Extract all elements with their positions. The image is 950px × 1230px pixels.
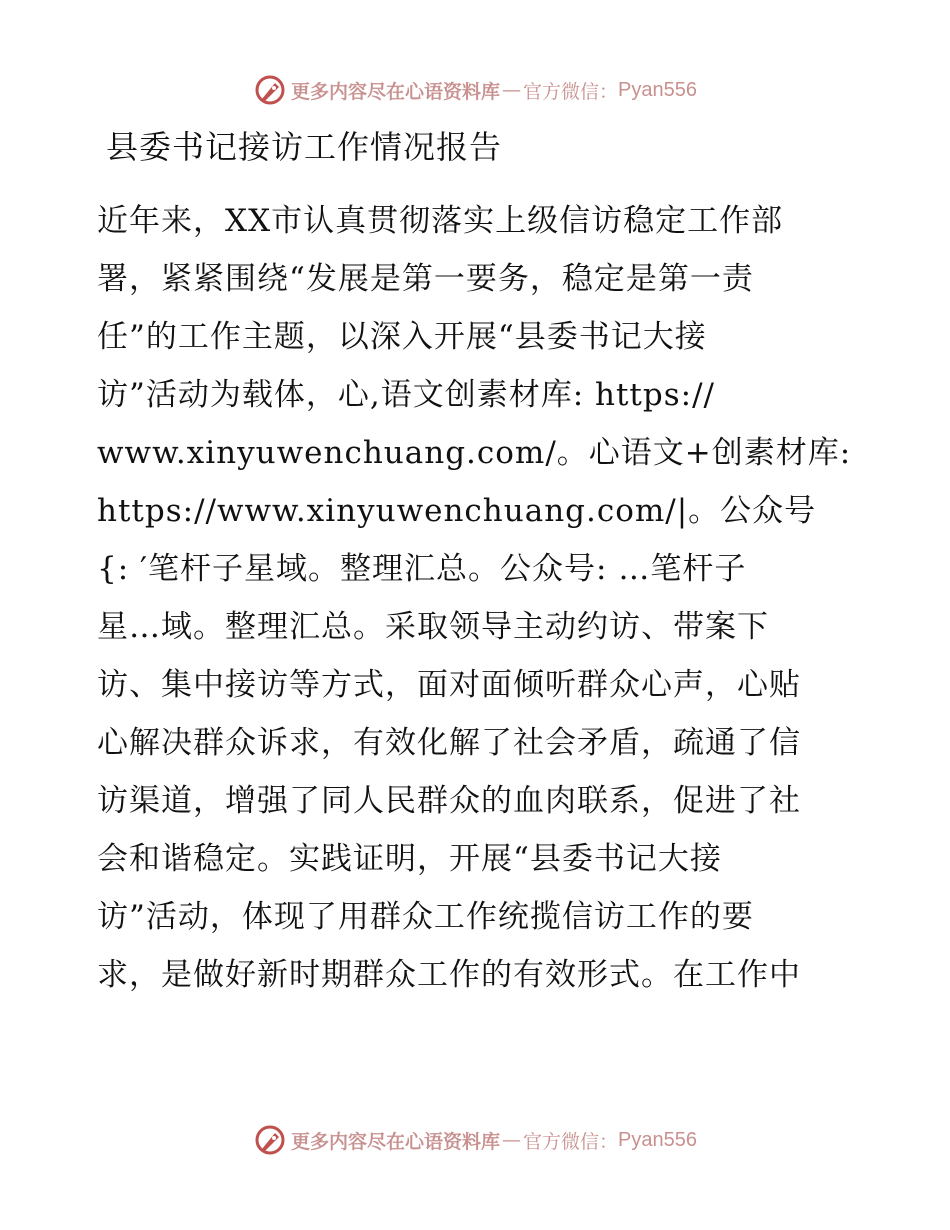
pen-nib-logo-icon <box>253 1123 287 1157</box>
header-banner <box>0 72 950 108</box>
body-line: www.xinyuwenchuang.com/。心语文+创素材库: <box>97 435 852 471</box>
pen-nib-logo-icon <box>253 73 287 107</box>
document-body <box>97 198 857 1010</box>
body-line: 访、集中接访等方式，面对面倾听群众心声，心贴 <box>97 667 801 703</box>
document-title: 县委书记接访工作情况报告 <box>106 128 503 166</box>
body-line: 心解决群众诉求，有效化解了社会矛盾，疏通了信 <box>97 725 801 761</box>
banner-handle: Pyan556 <box>618 78 697 101</box>
body-line: 会和谐稳定。实践证明，开展“县委书记大接 <box>97 841 722 877</box>
footer-banner <box>0 1122 950 1158</box>
body-line: https://www.xinyuwenchuang.com/|。公众号 <box>97 493 817 529</box>
body-line: 访”活动为载体，心,语文创素材库: https:// <box>97 377 715 413</box>
body-line: 访渠道，增强了同人民群众的血肉联系，促进了社 <box>97 783 801 819</box>
banner-separator: — <box>502 79 522 101</box>
body-line: 任”的工作主题，以深入开展“县委书记大接 <box>97 319 707 355</box>
body-line: 署，紧紧围绕“发展是第一要务，稳定是第一责 <box>97 261 754 297</box>
banner-promo-text: 更多内容尽在心语资料库 <box>291 1130 501 1153</box>
body-line: {: ′笔杆子星域。整理汇总。公众号: …笔杆子 <box>97 551 747 587</box>
banner-separator: — <box>502 1129 522 1151</box>
banner-handle: Pyan556 <box>618 1128 697 1151</box>
banner-promo-text: 更多内容尽在心语资料库 <box>291 80 501 103</box>
body-line: 访”活动，体现了用群众工作统揽信访工作的要 <box>97 899 754 935</box>
body-line: 求，是做好新时期群众工作的有效形式。在工作中 <box>97 957 801 993</box>
body-line: 星…域。整理汇总。采取领导主动约访、带案下 <box>97 609 769 645</box>
banner-official-label: 官方微信： <box>523 80 619 103</box>
banner-official-label: 官方微信： <box>523 1130 619 1153</box>
body-line: 近年来，XX市认真贯彻落实上级信访稳定工作部 <box>97 203 784 239</box>
